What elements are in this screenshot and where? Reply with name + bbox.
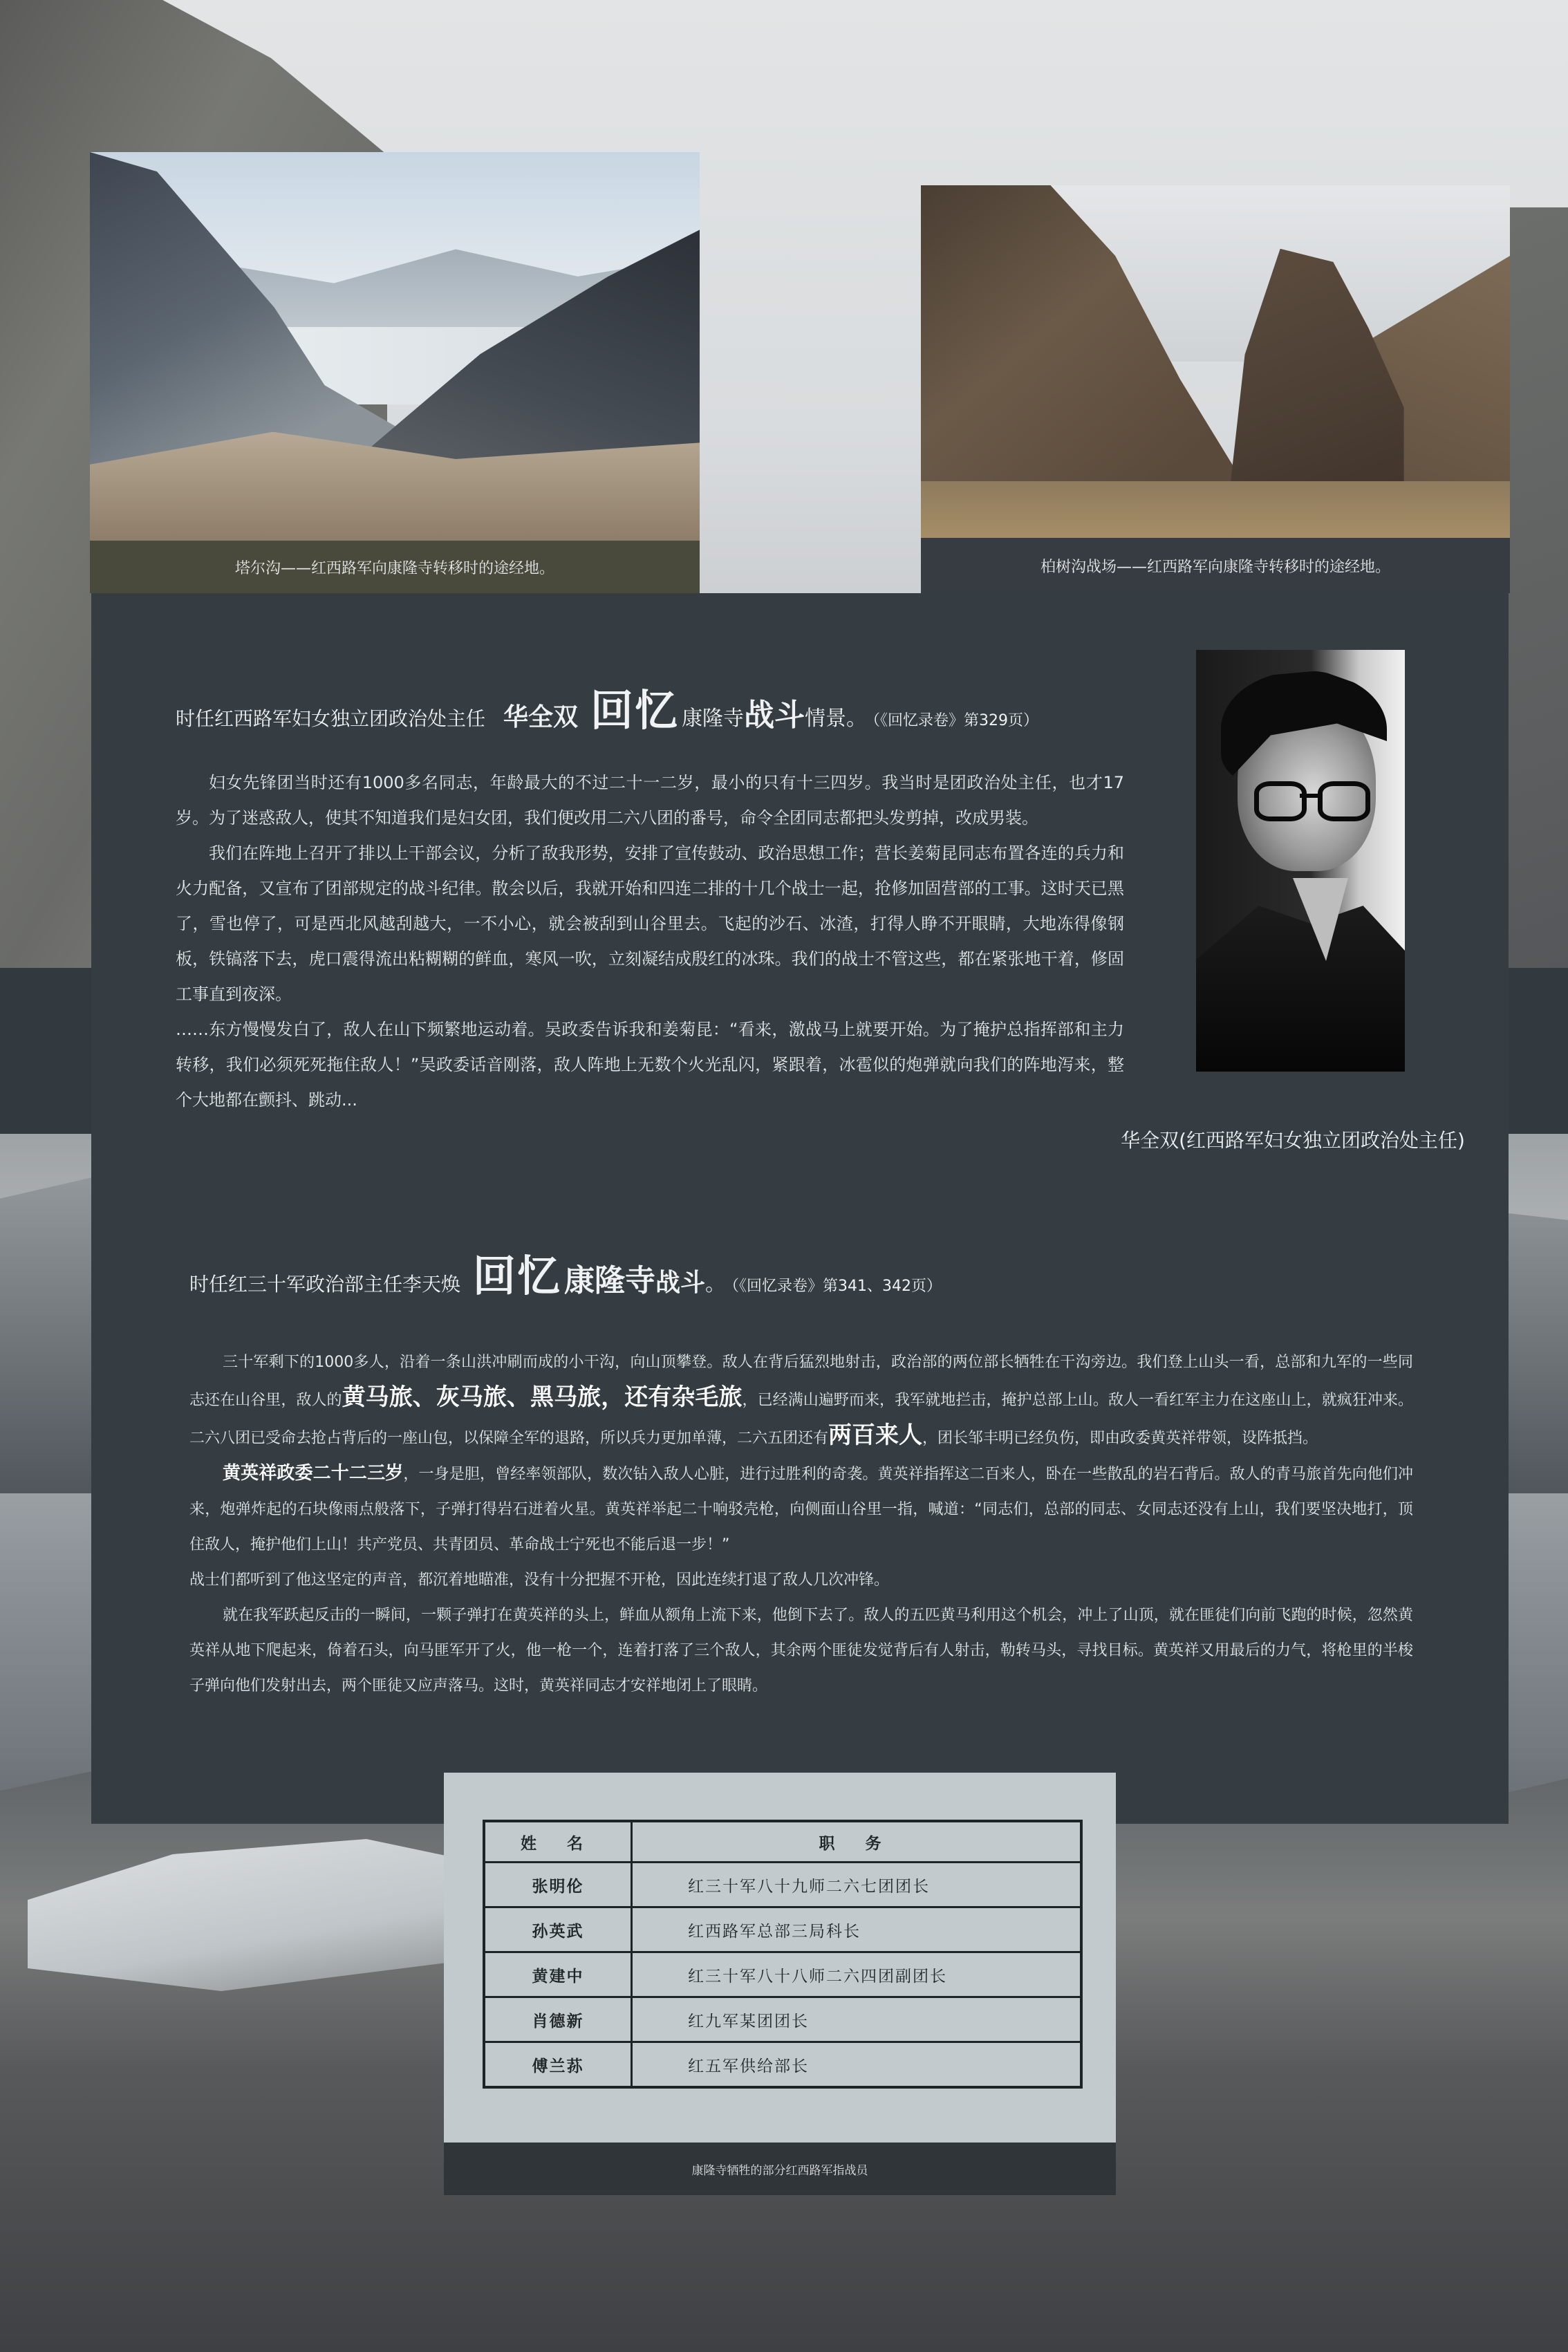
paragraph: 黄英祥政委二十二三岁，一身是胆，曾经率领部队，数次钻入敌人心脏，进行过胜利的奇袭。黄英祥指挥这二百来人，卧在一些散乱的岩石背后。敌人的青马旅首先向他们冲来，炮弹炸起的石块像雨点般落下，子弹打得岩石迸着火星。黄英祥举起二十响驳壳枪，向侧面山谷里一指，喊道：“同志们，总部的同志、女同志还没有上山，我们要坚决地打，顶住敌人，掩护他们上山！共产党员、共青团员、革命战士宁死也不能后退一步！” xyxy=(189,1463,1413,1553)
paragraph: 我们在阵地上召开了排以上干部会议，分析了敌我形势，安排了宣传鼓动、政治思想工作；营长姜菊昆同志布置各连的兵力和火力配备，又宣布了团部规定的战斗纪律。散会以后，我就开始和四连二排的十几个战士一起，抢修加固营部的工事。这时天已黑了，雪也停了，可是西北风越刮越大，一不小心，就会被刮到山谷里去。飞起的沙石、冰渣，打得人睁不开眼睛，大地冻得像钢板，铁镐落下去，虎口震得流出粘糊糊的鲜血，寒风一吹，立刻凝结成殷红的冰珠。我们的战士不管这些，都在紧张地干着，修固工事直到夜深。 xyxy=(176,843,1124,1004)
table-row xyxy=(484,1952,1081,1997)
section-heading: 时任红三十军政治部主任李天焕 回忆康隆寺战斗。 （《回忆录卷》第341、342页） xyxy=(189,1251,942,1301)
name-cell: 肖德新 xyxy=(484,1997,632,2042)
role-cell: 红西路军总部三局科长 xyxy=(632,1907,1082,1952)
paragraph: 战士们都听到了他这坚定的声音，都沉着地瞄准，没有十分把握不开枪，因此连续打退了敌人几次冲锋。 xyxy=(189,1571,890,1589)
paragraph: 妇女先锋团当时还有1000多名同志，年龄最大的不过二十一二岁，最小的只有十三四岁。我当时是团政治处主任，也才17岁。为了迷惑敌人，使其不知道我们是妇女团，我们便改用二六八团的番号，命令全团同志都把头发剪掉，改成男装。 xyxy=(176,773,1124,828)
paragraph: ……东方慢慢发白了，敌人在山下频繁地运动着。吴政委告诉我和姜菊昆：“看来，激战马上就要开始。为了掩护总指挥部和主力转移，我们必须死死拖住敌人！”吴政委话音刚落，敌人阵地上无数个火光乱闪，紧跟着，冰雹似的炮弹就向我们的阵地泻来，整个大地都在颤抖、跳动... xyxy=(176,1020,1124,1110)
table-row xyxy=(484,1863,1081,1907)
column-header: 姓 名 xyxy=(484,1821,632,1863)
photo-caption: 柏树沟战场——红西路军向康隆寺转移时的途经地。 xyxy=(921,538,1510,593)
table-row xyxy=(484,2042,1081,2088)
table-row xyxy=(484,1997,1081,2042)
memoir-text xyxy=(176,765,1124,1118)
portrait-photo xyxy=(1196,650,1405,1072)
table-header xyxy=(484,1821,1081,1863)
portrait-caption: 华全双(红西路军妇女独立团政治处主任) xyxy=(1121,1129,1465,1152)
background-band xyxy=(1509,968,1568,1134)
role-cell: 红三十军八十九师二六七团团长 xyxy=(632,1863,1082,1907)
name-cell: 黄建中 xyxy=(484,1952,632,1997)
column-header: 职 务 xyxy=(632,1821,1082,1863)
roster-table xyxy=(483,1820,1083,2089)
paragraph: 就在我军跃起反击的一瞬间，一颗子弹打在黄英祥的头上，鲜血从额角上流下来，他倒下去了。敌人的五匹黄马利用这个机会，冲上了山顶，就在匪徒们向前飞跑的时候，忽然黄英祥从地下爬起来，倚着石头，向马匪军开了火，他一枪一个，连着打落了三个敌人，其余两个匪徒发觉背后有人射击，勒转马头，寻找目标。黄英祥又用最后的力气，将枪里的半梭子弹向他们发射出去，两个匪徒又应声落马。这时，黄英祥同志才安祥地闭上了眼睛。 xyxy=(189,1607,1413,1695)
role-cell: 红九军某团团长 xyxy=(632,1997,1082,2042)
roster-caption: 康隆寺牺牲的部分红西路军指战员 xyxy=(444,2143,1116,2195)
section-heading: 时任红西路军妇女独立团政治处主任 华全双 回忆 康隆寺战斗情景。 （《回忆录卷》第329页） xyxy=(176,685,1039,736)
paragraph: 三十军剩下的1000多人，沿着一条山洪冲刷而成的小干沟，向山顶攀登。敌人在背后猛烈地射击，政治部的两位部长牺牲在干沟旁边。我们登上山头一看，总部和九军的一些同志还在山谷里，敌人的黄马旅、灰马旅、黑马旅，还有杂毛旅，已经满山遍野而来，我军就地拦击，掩护总部上山。敌人一看红军主力在这座山上，就疯狂冲来。二六八团已受命去抢占背后的一座山包，以保障全军的退路，所以兵力更加单薄，二六五团还有两百来人，团长邹丰明已经负伤，即由政委黄英祥带领，设阵抵挡。 xyxy=(189,1354,1413,1449)
name-cell: 傅兰荪 xyxy=(484,2042,632,2088)
memoir-text xyxy=(189,1345,1413,1704)
table-row xyxy=(484,1907,1081,1952)
role-cell: 红三十军八十八师二六四团副团长 xyxy=(632,1952,1082,1997)
photo-caption: 塔尔沟——红西路军向康隆寺转移时的途经地。 xyxy=(90,541,700,593)
role-cell: 红五军供给部长 xyxy=(632,2042,1082,2088)
name-cell: 张明伦 xyxy=(484,1863,632,1907)
name-cell: 孙英武 xyxy=(484,1907,632,1952)
photo-baishugou xyxy=(921,185,1510,538)
photo-taergou xyxy=(90,152,700,541)
background-mountain xyxy=(1507,207,1568,968)
background-band xyxy=(0,968,91,1134)
